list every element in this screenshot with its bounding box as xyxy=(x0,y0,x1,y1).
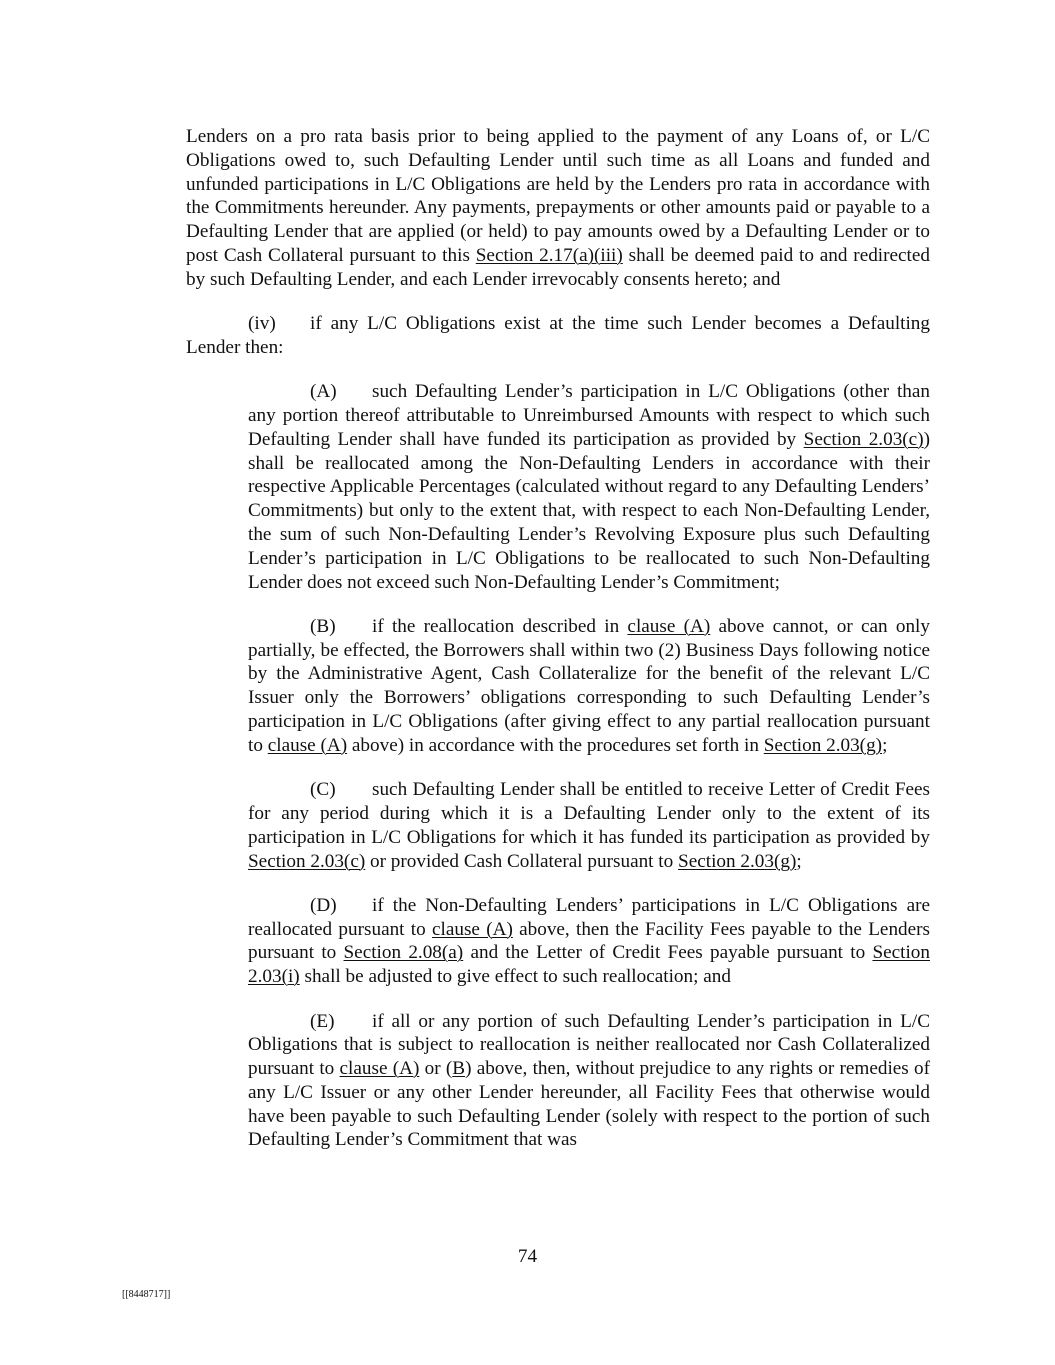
text-segment: above, then the Facility Fees payable to the Lenders pursuant to xyxy=(248,918,931,964)
text-segment: such Defaulting Lender’s participation in L/C Obligations (other than any portion thereof attributable to Unreimbursed Amounts with respect to which such Defaulting Lender shall have funded its participation as provided by xyxy=(248,381,930,450)
clause-marker: (E) xyxy=(310,1010,335,1032)
section-reference-link[interactable]: Section 2.03(g) xyxy=(678,850,797,872)
text-segment: or ( xyxy=(419,1058,453,1080)
text-segment: ) shall be reallocated among the Non-Defaulting Lenders in accordance with their respective Applicable Percentages (calculated without regard to any Defaulting Lenders’ Commitments) but only to the extent that, with respect to each Non-Defaulting Lender, the sum of such Non-Defaulting Lender’s Revolving Exposure plus such Defaulting Lender’s participation in L/C Obligations to be reallocated to such Non-Defaulting Lender does not exceed such Non-Defaulting Lender’s Commitment; xyxy=(248,428,930,593)
clause-E xyxy=(248,1010,930,1153)
clause-marker: (iv) xyxy=(248,313,276,335)
document-id: [[8448717]] xyxy=(122,1289,171,1300)
text-segment: ; xyxy=(882,734,888,756)
clause-reference-link[interactable]: clause (A) xyxy=(627,615,711,637)
section-reference-link[interactable]: Section 2.03(c) xyxy=(248,850,366,872)
text-segment: if the reallocation described in xyxy=(372,615,628,637)
clause-reference-link[interactable]: clause (A) xyxy=(267,734,348,756)
clause-marker: (B) xyxy=(310,615,336,637)
clause-marker: (C) xyxy=(310,779,336,801)
page-number: 74 xyxy=(517,1246,538,1267)
clause-B xyxy=(248,615,930,758)
document-body xyxy=(186,125,930,1173)
text-segment: and the Letter of Credit Fees payable pursuant to xyxy=(463,942,873,964)
text-segment: shall be deemed paid to and redirected by such Defaulting Lender, and each Lender irrevocably consents hereto; and xyxy=(186,244,930,290)
section-reference-link[interactable]: Section 2.08(a) xyxy=(343,942,464,964)
text-segment: above) in accordance with the procedures set forth in xyxy=(347,734,764,756)
text-segment: above cannot, or can only partially, be effected, the Borrowers shall within two (2) Business Days following notice by the Administrative Agent, Cash Collateralize for the benefit of the relevant L/C Issuer only the Borrowers’ obligations corresponding to such Defaulting Lender’s participation in L/C Obligations (after giving effect to any partial reallocation pursuant to xyxy=(248,615,930,756)
clause-A xyxy=(248,380,930,594)
text-segment: such Defaulting Lender shall be entitled to receive Letter of Credit Fees for any period during which it is a Defaulting Lender only to the extent of its participation in L/C Obligations for which it has funded its participation as provided by xyxy=(248,779,930,848)
clause-iv xyxy=(186,312,930,360)
text-segment: Lenders on a pro rata basis prior to being applied to the payment of any Loans of, or L/C Obligations owed to, such Defaulting Lender until such time as all Loans and funded and unfunded participations in L/C Obligations are held by the Lenders pro rata in accordance with the Commitments hereunder. Any payments, prepayments or other amounts paid or payable to a Defaulting Lender that are applied (or held) to pay amounts owed by a Defaulting Lender or to post Cash Collateral pursuant to this xyxy=(186,126,930,266)
clause-reference-link[interactable]: clause (A) xyxy=(339,1058,420,1080)
text-segment: ) above, then, without prejudice to any rights or remedies of any L/C Issuer or any other Lender hereunder, all Facility Fees that otherwise would have been payable to such Defaulting Lender (solely with respect to the portion of such Defaulting Lender’s Commitment that was xyxy=(248,1058,931,1151)
clause-D xyxy=(248,894,930,989)
paragraph-continuation xyxy=(186,125,930,292)
section-reference-link[interactable]: Section 2.17(a)(iii) xyxy=(475,244,623,266)
clause-reference-link[interactable]: B xyxy=(452,1058,466,1080)
clause-marker: (D) xyxy=(310,894,337,916)
text-segment: ; xyxy=(796,850,802,872)
clause-C xyxy=(248,778,930,873)
text-segment: if all or any portion of such Defaulting Lender’s participation in L/C Obligations that is subject to reallocation is neither reallocated nor Cash Collateralized pursuant to xyxy=(248,1010,930,1080)
section-reference-link[interactable]: Section 2.03(i) xyxy=(248,942,930,988)
clause-marker: (A) xyxy=(310,381,337,403)
section-reference-link[interactable]: Section 2.03(c) xyxy=(803,428,924,450)
text-segment: or provided Cash Collateral pursuant to xyxy=(365,850,679,872)
text-segment: shall be adjusted to give effect to such reallocation; and xyxy=(299,966,731,988)
text-segment: if any L/C Obligations exist at the time such Lender becomes a Defaulting Lender then: xyxy=(186,313,930,358)
clause-reference-link[interactable]: clause (A) xyxy=(431,918,513,940)
section-reference-link[interactable]: Section 2.03(g) xyxy=(763,734,883,756)
text-segment: if the Non-Defaulting Lenders’ participations in L/C Obligations are reallocated pursuant to xyxy=(248,894,930,940)
